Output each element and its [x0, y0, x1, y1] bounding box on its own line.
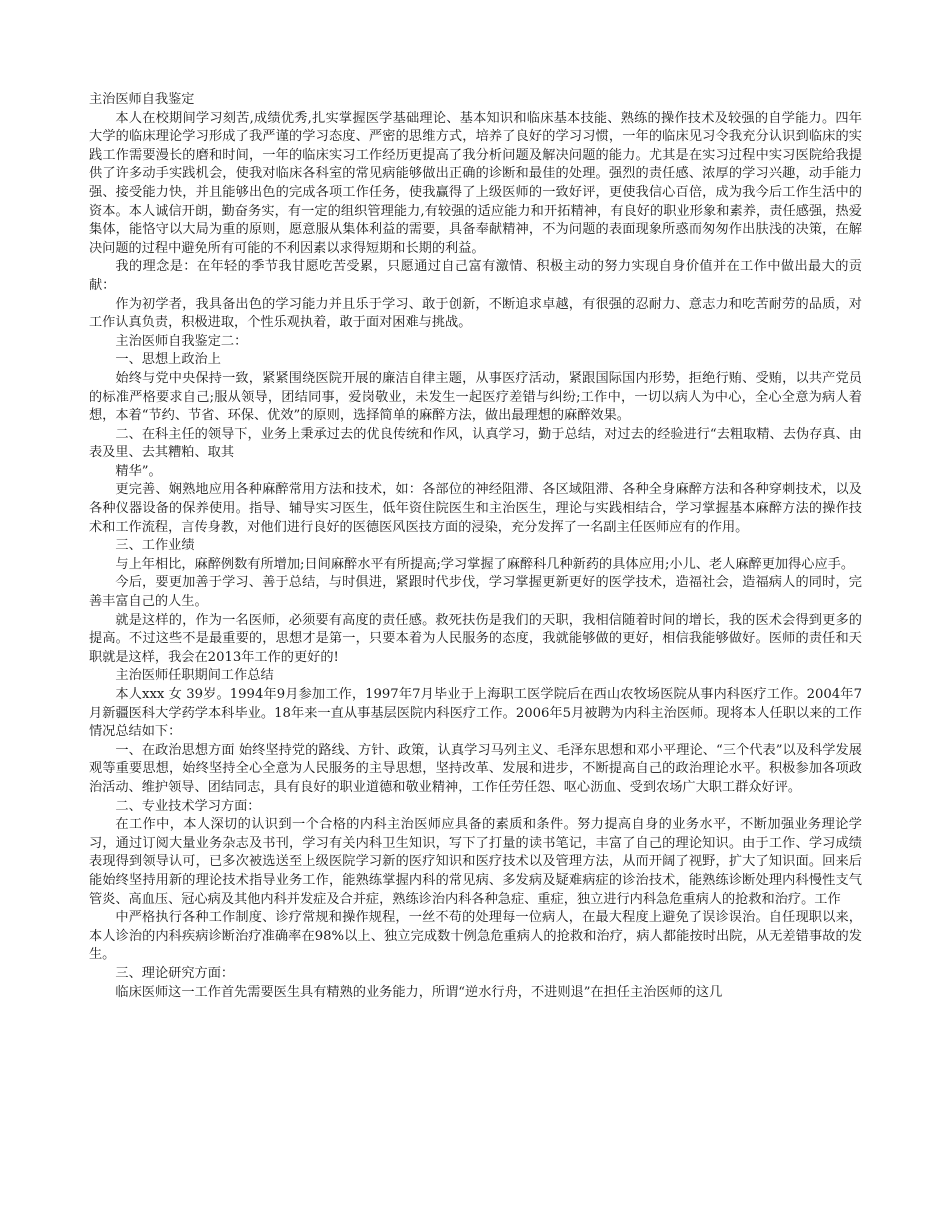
paragraph: 本人在校期间学习刻苦,成绩优秀,扎实掌握医学基础理论、基本知识和临床基本技能、熟练的操作技术及较强的自学能力。四年大学的临床理论学习形成了我严谨的学习态度、严密的思维方式，培养了良好的学习习惯，一年的临床见习令我充分认识到临床的实践工作需要漫长的磨和时间，一年的临床实习工作经历更提高了我分析问题及解决问题的能力。尤其是在实习过程中实习医院给我提供了许多动手实践机会，使我对临床各科室的常见病能够做出正确的诊断和最佳的处理。强烈的责任感、浓厚的学习兴趣，动手能力强、接受能力快，并且能够出色的完成各项工作任务，使我赢得了上级医师的一致好评，更使我信心百倍，成为我今后工作生活中的资本。本人诚信开朗，勤奋务实，有一定的组织管理能力,有较强的适应能力和开拓精神，有良好的职业形象和素养，责任感强，热爱集体，能恪守以大局为重的原则，愿意服从集体利益的需要，具备奉献精神，不为问题的表面现象所惑而匆匆作出肤浅的决策，在解决问题的过程中避免所有可能的不利因素以求得短期和长期的利益。: [89, 110, 862, 256]
paragraph: 就是这样的，作为一名医师，必须要有高度的责任感。救死扶伤是我们的天职，我相信随着时间的增长，我的医术会得到更多的提高。不过这些不是最重要的，思想才是第一，只要本着为人民服务的态度，我就能够做的更好，相信我能够做好。医师的责任和天职就是这样，我会在2013年工作的更好的!: [89, 612, 862, 665]
paragraph: 今后，要更加善于学习、善于总结，与时俱进，紧跟时代步伐，学习掌握更新更好的医学技术，造福社会，造福病人的同时，完善丰富自己的人生。: [89, 575, 862, 610]
document-title: 主治医师自我鉴定: [89, 92, 195, 107]
paragraph: 精华”。: [115, 463, 162, 479]
paragraph: 一、在政治思想方面 始终坚持党的路线、方针、政策，认真学习马列主义、毛泽东思想和邓小平理论、“三个代表”以及科学发展观等重要思想，始终坚持全心全意为人民服务的主导思想，坚持改革、发展和进步，不断提高自己的政治理论水平。积极参加各项政治活动、维护领导、团结同志，具有良好的职业道德和敬业精神，工作任劳任怨、呕心沥血、受到农场广大职工群众好评。: [89, 742, 862, 795]
section-title: 主治医师自我鉴定二：: [115, 333, 248, 349]
section-title: 主治医师任职期间工作总结: [115, 668, 274, 684]
section-heading: 二、专业技术学习方面：: [115, 798, 261, 814]
paragraph: 更完善、娴熟地应用各种麻醉常用方法和技术，如：各部位的神经阻滞、各区域阻滞、各种全身麻醉方法和各种穿刺技术，以及各种仪器设备的保养使用。指导、辅导实习医生，低年资住院医生和主治医生，理论与实践相结合，学习掌握基本麻醉方法的操作技术和工作流程，言传身教，对他们进行良好的医德医风医技方面的浸染，充分发挥了一名副主任医师应有的作用。: [89, 482, 862, 535]
paragraph: 作为初学者，我具备出色的学习能力并且乐于学习、敢于创新，不断追求卓越，有很强的忍耐力、意志力和吃苦耐劳的品质，对工作认真负责，积极进取，个性乐观执着，敢于面对困难与挑战。: [89, 296, 862, 331]
section-heading: 三、理论研究方面：: [115, 965, 235, 981]
section-heading: 三、工作业绩: [115, 538, 195, 554]
paragraph: 与上年相比，麻醉例数有所增加;日间麻醉水平有所提高;学习掌握了麻醉科几种新药的具体应用;小儿、老人麻醉更加得心应手。: [115, 556, 855, 572]
paragraph: 中严格执行各种工作制度、诊疗常规和操作规程，一丝不苟的处理每一位病人，在最大程度上避免了误诊误治。自任现职以来，本人诊治的内科疾病诊断治疗准确率在98%以上、独立完成数十例急危重病人的抢救和治疗，病人都能按时出院，从无差错事故的发生。: [89, 910, 862, 963]
paragraph: 二、在科主任的领导下，业务上秉承过去的优良传统和作风，认真学习，勤于总结，对过去的经验进行“去粗取精、去伪存真、由表及里、去其糟粕、取其: [89, 426, 862, 461]
section-heading: 一、思想上政治上: [115, 352, 221, 368]
paragraph: 始终与党中央保持一致，紧紧围绕医院开展的廉洁自律主题，从事医疗活动，紧跟国际国内形势，拒绝行贿、受贿，以共产党员的标准严格要求自己;服从领导，团结同事，爱岗敬业，未发生一起医疗差错与纠纷;工作中，一切以病人为中心，全心全意为病人着想，本着“节约、节省、环保、优效”的原则，选择简单的麻醉方法，做出最理想的麻醉效果。: [89, 370, 862, 424]
paragraph: 本人xxx 女 39岁。1994年9月参加工作，1997年7月毕业于上海职工医学院后在西山农牧场医院从事内科医疗工作。2004年7月新疆医科大学药学本科毕业。18年来一直从事基层医院内科医疗工作。2006年5月被聘为内科主治医师。现将本人任职以来的工作情况总结如下：: [89, 687, 862, 740]
paragraph: 在工作中，本人深切的认识到一个合格的内科主治医师应具备的素质和条件。努力提高自身的业务水平，不断加强业务理论学习，通过订阅大量业务杂志及书刊，学习有关内科卫生知识，写下了打量的读书笔记，丰富了自己的理论知识。由于工作、学习成绩表现得到领导认可，已多次被选送至上级医院学习新的医疗知识和医疗技术以及管理方法，从而开阔了视野，扩大了知识面。回来后能始终坚持用新的理论技术指导业务工作，能熟练掌握内科的常见病、多发病及疑难病症的诊治技术，能熟练诊断处理内科慢性支气管炎、高血压、冠心病及其他内科并发症及合并症，熟练诊治内科各种急症、重症，独立进行内科急危重病人的抢救和治疗。工作: [89, 817, 862, 907]
document-body: [89, 91, 862, 1002]
paragraph: 我的理念是：在年轻的季节我甘愿吃苦受累，只愿通过自己富有激情、积极主动的努力实现自身价值并在工作中做出最大的贡献：: [89, 259, 862, 293]
paragraph: 临床医师这一工作首先需要医生具有精熟的业务能力，所谓“逆水行舟，不进则退”在担任主治医师的这几: [115, 984, 723, 1000]
